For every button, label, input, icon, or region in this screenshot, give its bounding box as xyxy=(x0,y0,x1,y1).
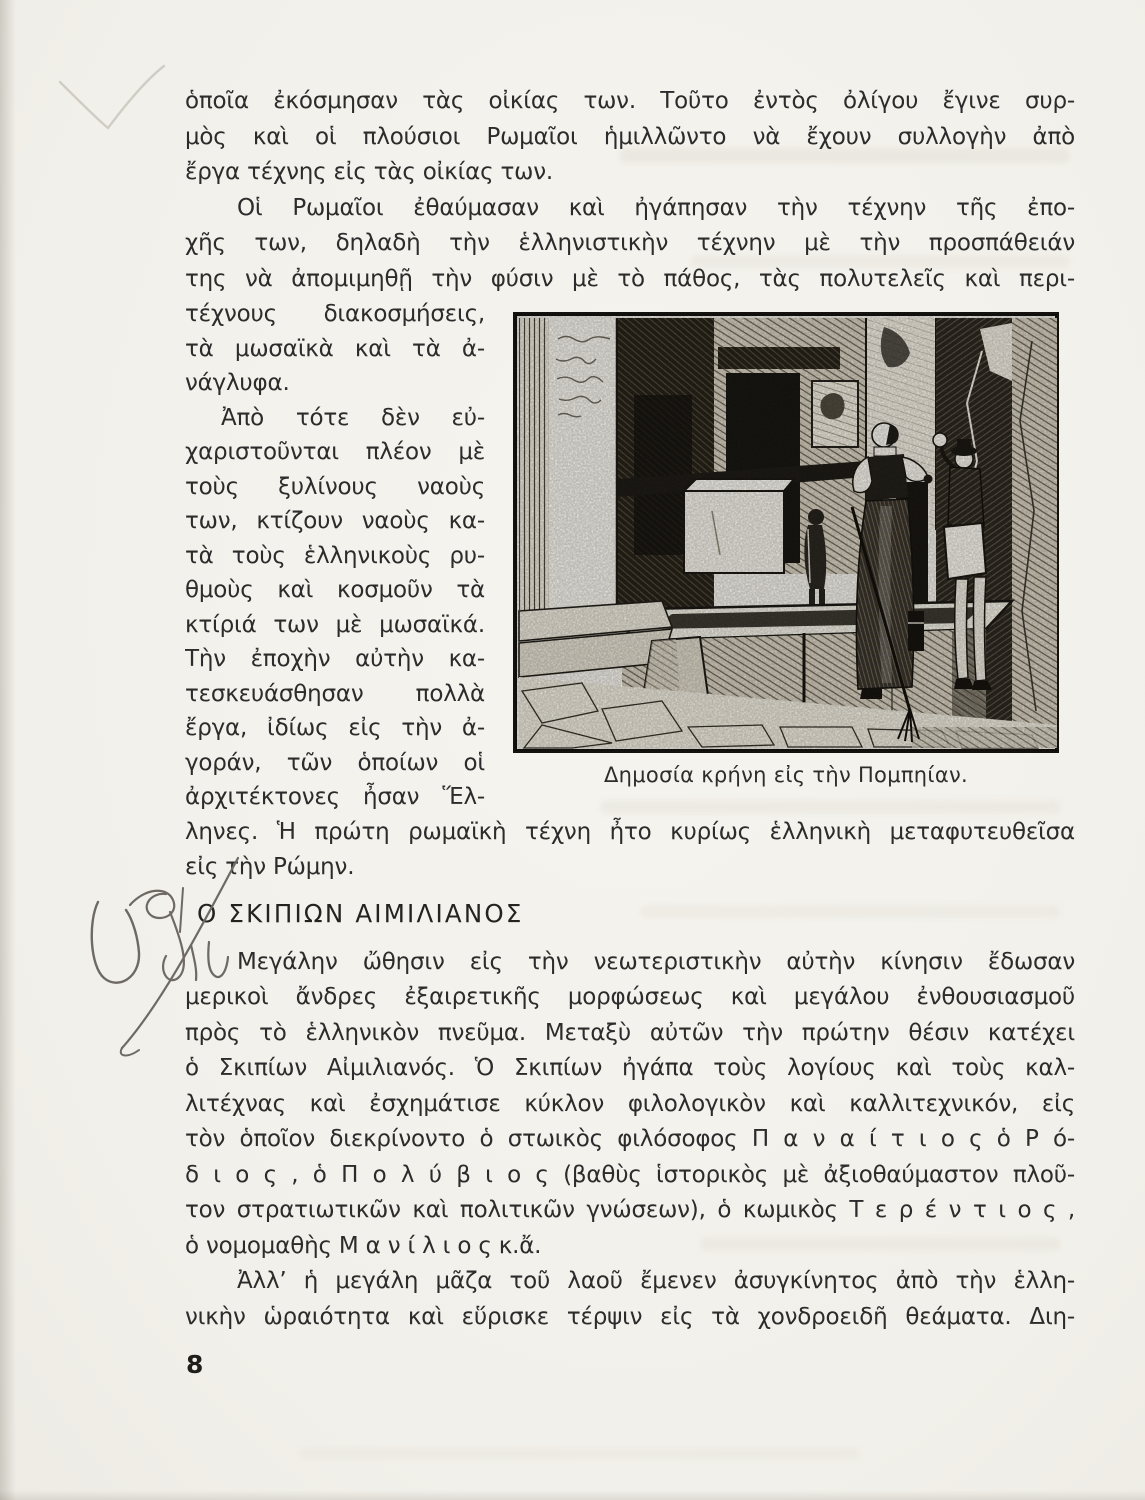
text-line: ὁ νομομαθὴς Μ α ν ί λ ι ο ς κ.ἄ. xyxy=(185,1232,542,1259)
text-line: τοὺς ξυλίνους ναοὺς xyxy=(185,473,485,500)
text-line: Ἀλλ’ ἡ μεγάλη μᾶζα τοῦ λαοῦ ἔμενεν ἀσυγκίνητος ἀπὸ τὴν ἑλλη- xyxy=(237,1268,1075,1294)
figure-caption: Δημοσία κρήνη εἰς τὴν Πομπηίαν. xyxy=(604,763,968,787)
fountain-engraving-illustration xyxy=(512,311,1060,754)
text-line: ὁποῖα ἐκόσμησαν τὰς οἰκίας των. Τοῦτο ἐντὸς ὀλίγου ἔγινε συρ- xyxy=(185,88,1075,114)
text-line: νάγλυφα. xyxy=(185,370,290,396)
text-line: εἰς τὴν Ρώμην. xyxy=(185,854,355,880)
section-heading: Ο ΣΚΙΠΙΩΝ ΑΙΜΙΛΙΑΝΟΣ xyxy=(197,898,524,928)
text-line: ληνες. Ἡ πρώτη ρωμαϊκὴ τέχνη ἦτο κυρίως ἑλληνικὴ μεταφυτευθεῖσα xyxy=(185,818,1075,845)
text-line: τὸν ὁποῖον διεκρίνοντο ὁ στωικὸς φιλόσοφος Π α ν α ί τ ι ο ς ὁ Ρ ό- xyxy=(185,1126,1075,1152)
text-line: τὰ μωσαϊκὰ καὶ τὰ ἀ- xyxy=(185,335,485,362)
text-line: ἀρχιτέκτονες ἦσαν Ἕλ- xyxy=(185,784,485,810)
scan-edge-shadow-bottom xyxy=(0,1490,1145,1500)
text-line: Μεγάλην ὤθησιν εἰς τὴν νεωτεριστικὴν αὐτὴν κίνησιν ἔδωσαν xyxy=(237,948,1075,975)
text-line: θμοὺς καὶ κοσμοῦν τὰ xyxy=(185,577,485,603)
engraving-grain-texture xyxy=(515,314,1057,751)
text-line: τέχνους διακοσμήσεις, xyxy=(185,301,485,327)
scan-edge-shadow xyxy=(0,0,16,1500)
text-line: χαριστοῦνται πλέον μὲ xyxy=(185,439,485,465)
text-line: κτίριά των μὲ μωσαϊκά. xyxy=(185,611,485,638)
text-line: της νὰ ἀπομιμηθῇ τὴν φύσιν μὲ τὸ πάθος, τὰς πολυτελεῖς καὶ περι- xyxy=(185,265,1075,292)
bleedthrough-smudge xyxy=(300,1448,860,1459)
text-line: χῆς των, δηλαδὴ τὴν ἑλληνιστικὴν τέχνην μὲ τὴν προσπάθειάν xyxy=(185,230,1075,256)
text-line: μερικοὶ ἄνδρες ἐξαιρετικῆς μορφώσεως καὶ μεγάλου ἐνθουσιασμοῦ xyxy=(185,984,1075,1010)
text-line: Οἱ Ρωμαῖοι ἐθαύμασαν καὶ ἠγάπησαν τὴν τέχνην τῆς ἐπο- xyxy=(237,194,1075,221)
text-line: Ἀπὸ τότε δὲν εὐ- xyxy=(221,404,485,431)
text-line: τὰ τοὺς ἑλληνικοὺς ρυ- xyxy=(185,542,485,569)
text-line: τεσκευάσθησαν πολλὰ xyxy=(185,680,485,707)
left-text-column xyxy=(185,297,485,815)
figure-fountain xyxy=(512,297,1060,789)
text-line: ἔργα, ἰδίως εἰς τὴν ἀ- xyxy=(185,715,485,741)
text-line: λιτέχνας καὶ ἐσχημάτισε κύκλον φιλολογικὸν καὶ καλλιτεχνικόν, εἰς xyxy=(185,1090,1075,1117)
text-line: των, κτίζουν ναοὺς κα- xyxy=(185,508,485,534)
text-line: πρὸς τὸ ἑλληνικὸν πνεῦμα. Μεταξὺ αὐτῶν τὴν πρώτην θέσιν κατέχει xyxy=(185,1019,1075,1046)
text-line: ὁ Σκιπίων Αἰμιλιανός. Ὁ Σκιπίων ἠγάπα τοὺς λογίους καὶ τοὺς καλ- xyxy=(185,1055,1075,1081)
pencil-checkmark-annotation xyxy=(40,38,190,153)
text-line: τον στρατιωτικῶν καὶ πολιτικῶν γνώσεων), ὁ κωμικὸς Τ ε ρ έ ν τ ι ο ς , xyxy=(185,1197,1075,1223)
page-number: 8 xyxy=(186,1350,204,1379)
text-line: μὸς καὶ οἱ πλούσιοι Ρωμαῖοι ἡμιλλῶντο νὰ ἔχουν συλλογὴν ἀπὸ xyxy=(185,123,1075,150)
text-line: νικὴν ὡραιότητα καὶ εὕρισκε τέρψιν εἰς τὰ χονδροειδῆ θεάματα. Διη- xyxy=(185,1303,1075,1330)
text-line: Τὴν ἐποχὴν αὐτὴν κα- xyxy=(185,646,485,672)
text-line: ἔργα τέχνης εἰς τὰς οἰκίας των. xyxy=(185,159,553,185)
text-line: γοράν, τῶν ὁποίων οἱ xyxy=(185,749,485,776)
text-column xyxy=(185,84,1075,1335)
text-line: δ ι ο ς , ὁ Π ο λ ύ β ι ο ς (βαθὺς ἱστορικὸς μὲ ἀξιοθαύμαστον πλοῦ- xyxy=(185,1161,1075,1188)
